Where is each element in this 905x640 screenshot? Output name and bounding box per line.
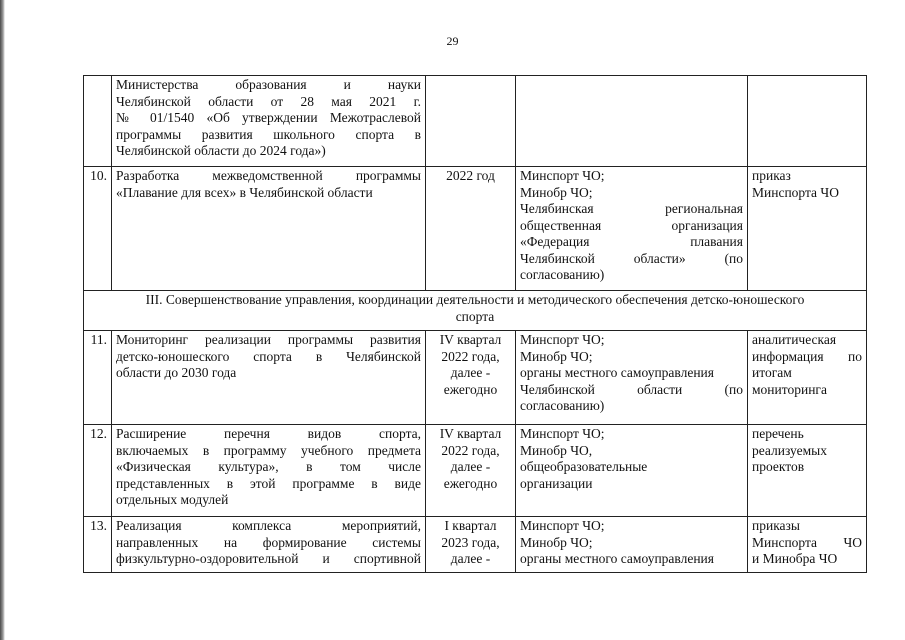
- executor-line: Минобр ЧО;: [520, 184, 593, 200]
- event-line: «Плавание для всех» в Челябинской области: [116, 184, 373, 200]
- section-header-row: [84, 291, 867, 331]
- event-line: Министерства образования и науки: [116, 77, 421, 92]
- result-line: перечень: [752, 426, 804, 441]
- term-cell: [426, 76, 516, 167]
- executor-line: Минобр ЧО,: [520, 442, 593, 458]
- result-line: мониторинга: [752, 381, 827, 397]
- row-number-cell: 11.: [84, 331, 112, 425]
- row-number-cell: 12.: [84, 425, 112, 517]
- executor-cell: [516, 76, 748, 167]
- term-line: ежегодно: [443, 475, 498, 491]
- term-line: 2022 год: [446, 168, 495, 183]
- event-line: Реализация комплекса мероприятий,: [116, 518, 421, 533]
- result-line: и Минобра ЧО: [752, 551, 838, 566]
- result-line: приказ: [752, 168, 791, 183]
- result-line: приказы: [752, 518, 800, 533]
- result-line: реализуемых: [752, 442, 827, 458]
- executor-line: Минспорт ЧО;: [520, 332, 605, 347]
- executor-cell: [516, 425, 748, 517]
- term-line: 2022 года,: [441, 348, 500, 364]
- executor-line: Минспорт ЧО;: [520, 426, 605, 441]
- event-line: № 01/1540 «Об утверждении Межотраслевой: [116, 110, 421, 125]
- event-line: направленных на формирование системы: [116, 534, 421, 550]
- executor-line: общеобразовательные: [520, 459, 648, 474]
- event-line: физкультурно-оздоровительной и спортивной: [116, 551, 421, 566]
- event-cell: [112, 76, 426, 167]
- event-line: Мониторинг реализации программы развития: [116, 332, 421, 347]
- event-line: Челябинской области до 2024 года»): [116, 143, 326, 158]
- term-line: далее -: [450, 459, 491, 474]
- event-line: «Физическая культура», в том числе: [116, 459, 421, 474]
- event-line: Разработка межведомственной программы: [116, 168, 421, 183]
- result-line: Минспорта ЧО: [752, 534, 862, 550]
- event-line: программы развития школьного спорта в: [116, 126, 421, 142]
- result-cell: [748, 167, 867, 291]
- result-cell: [748, 517, 867, 573]
- term-line: 2023 года,: [441, 534, 500, 550]
- scan-edge-shadow: [0, 0, 5, 640]
- term-line: 2022 года,: [441, 442, 500, 458]
- term-line: IV квартал: [439, 426, 502, 441]
- result-line: проектов: [752, 459, 805, 474]
- event-cell: [112, 331, 426, 425]
- result-cell: [748, 425, 867, 517]
- term-line: I квартал: [444, 518, 497, 533]
- result-line: Минспорта ЧО: [752, 184, 839, 200]
- executor-line: организации: [520, 475, 593, 491]
- event-cell: [112, 425, 426, 517]
- executor-line: Минобр ЧО;: [520, 534, 593, 550]
- table-row-13: [84, 517, 867, 573]
- event-line: отдельных модулей: [116, 492, 229, 507]
- event-line: Челябинской области от 28 мая 2021 г.: [116, 93, 421, 109]
- executor-line: согласованию): [520, 267, 605, 282]
- page-number: 29: [446, 34, 459, 48]
- executor-cell: [516, 167, 748, 291]
- plan-table: [83, 75, 867, 573]
- executor-line: Минобр ЧО;: [520, 348, 593, 364]
- event-line: детско-юношеского спорта в Челябинской: [116, 348, 421, 364]
- table-row-continuation: [84, 76, 867, 167]
- result-cell: [748, 76, 867, 167]
- term-line: ежегодно: [443, 381, 498, 397]
- executor-cell: [516, 331, 748, 425]
- table-row-10: [84, 167, 867, 291]
- executor-line: Челябинская региональная: [520, 201, 743, 216]
- table-row-11: [84, 331, 867, 425]
- section-header-cell: [84, 291, 867, 331]
- term-cell: [426, 517, 516, 573]
- executor-line: органы местного самоуправления: [520, 551, 714, 566]
- executor-line: органы местного самоуправления: [520, 365, 714, 380]
- result-cell: [748, 331, 867, 425]
- section-title-line: III. Совершенствование управления, координации деятельности и методического обеспечения детско-юношеского: [145, 292, 805, 307]
- executor-line: Челябинской области (по: [520, 381, 743, 397]
- term-cell: [426, 167, 516, 291]
- event-line: включаемых в программу учебного предмета: [116, 442, 421, 458]
- row-number-cell: 10.: [84, 167, 112, 291]
- event-cell: [112, 167, 426, 291]
- event-line: области до 2030 года: [116, 365, 237, 380]
- executor-line: Минспорт ЧО;: [520, 168, 605, 183]
- term-cell: [426, 425, 516, 517]
- term-line: далее -: [450, 551, 491, 566]
- executor-line: «Федерация плавания: [520, 234, 743, 249]
- result-line: итогам: [752, 365, 792, 380]
- event-cell: [112, 517, 426, 573]
- event-line: представленных в этой программе в виде: [116, 475, 421, 491]
- section-title-line: спорта: [455, 308, 495, 324]
- row-number-cell: [84, 76, 112, 167]
- result-line: аналитическая: [752, 332, 837, 347]
- executor-line: Челябинской области» (по: [520, 250, 743, 266]
- term-line: далее -: [450, 365, 491, 380]
- executor-line: согласованию): [520, 398, 605, 413]
- table-row-12: [84, 425, 867, 517]
- term-line: IV квартал: [439, 332, 502, 347]
- term-cell: [426, 331, 516, 425]
- row-number-cell: 13.: [84, 517, 112, 573]
- executor-line: общественная организация: [520, 217, 743, 233]
- executor-cell: [516, 517, 748, 573]
- executor-line: Минспорт ЧО;: [520, 518, 605, 533]
- event-line: Расширение перечня видов спорта,: [116, 426, 421, 441]
- result-line: информация по: [752, 348, 862, 364]
